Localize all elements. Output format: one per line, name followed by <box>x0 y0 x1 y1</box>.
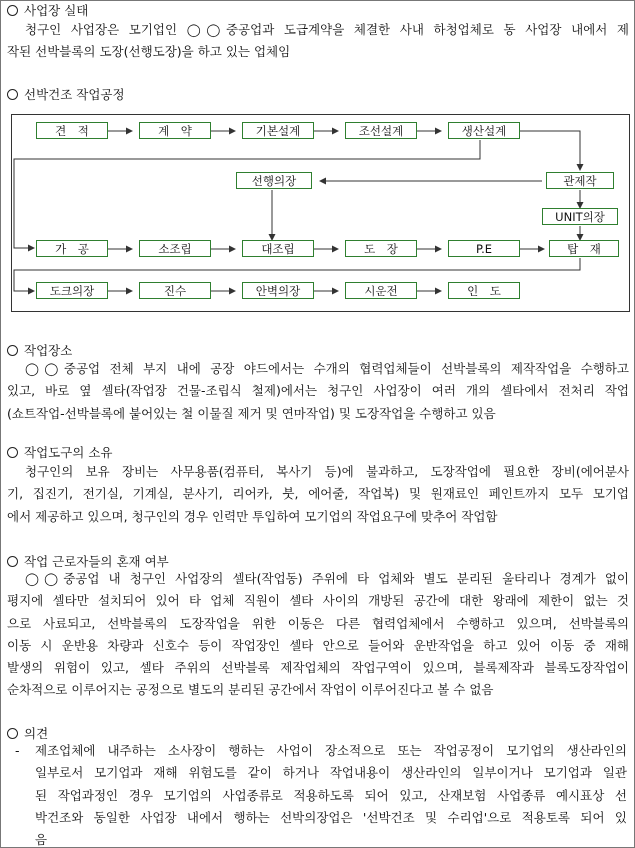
paragraph-line: 작된 선박블록의 도장(선행도장)을 하고 있는 업체임 <box>7 44 291 60</box>
process-node-sea-trial: 시운전 <box>345 282 417 299</box>
workplace-paragraph <box>7 358 629 425</box>
paragraph-line: 박건조와 동일한 사업장 내에서 행하는 선박의장업은 '선박건조 및 수리업'으로 적용토록 되어 있 <box>35 809 627 825</box>
paragraph-line: 순차적으로 이루어지는 공정으로 별도의 분리된 공간에서 작업이 이루어진다고 볼 수 없음 <box>7 682 494 698</box>
paragraph-line: 발생의 위험이 있고, 셀타 주위의 선박블록 제작업체의 작업구역이 있으며, 블록제작과 블록도장작업이 <box>7 660 629 676</box>
mixed-workers-paragraph <box>7 568 629 702</box>
paragraph-line: (쇼트작업-선박블록에 붙어있는 철 이물질 제거 및 연마작업) 및 도장작업을 수행하고 있음 <box>7 405 496 421</box>
process-node-ship-design: 조선설계 <box>345 122 417 139</box>
paragraph-line: 에서 제공하고 있으며, 청구인의 경우 인력만 투입하여 모기업의 작업요구에 맞추어 작업함 <box>7 508 498 524</box>
opinion-paragraph <box>11 740 627 848</box>
process-node-pre-outfitting: 선행의장 <box>236 172 312 189</box>
workplace-heading: 작업장소 <box>7 343 72 359</box>
process-heading: 선박건조 작업공정 <box>7 87 125 103</box>
paragraph-line: 일부로서 모기업과 재해 위험도를 같이 하거나 작업내용이 생산라인의 일부이거나 모기업과 일관 <box>35 765 627 781</box>
process-node-block-assembly: 대조립 <box>242 240 314 257</box>
process-node-processing: 가 공 <box>36 240 108 257</box>
circle-bullet-icon <box>7 556 18 567</box>
circle-bullet-icon <box>7 728 18 739</box>
process-node-quay-outfitting: 안벽의장 <box>242 282 314 299</box>
circle-bullet-icon <box>7 447 18 458</box>
process-node-erection: 탑 재 <box>549 240 619 257</box>
process-node-contract: 계 약 <box>139 122 211 139</box>
paragraph-line: ◯◯중공업 전체 부지 내에 공장 야드에서는 수개의 협력업체들이 선박블록의 제작작업을 수행하고 <box>25 361 629 376</box>
paragraph-line: 으로 사료되고, 선박블록의 도장작업을 위한 이동은 다른 협력업체에서 수행하고 있으며, 선박블록의 <box>7 615 629 631</box>
paragraph-line: 제조업체에 내주하는 소사장이 행하는 사업이 장소적으로 또는 작업공정이 모기업의 생산라인의 <box>35 743 627 758</box>
process-node-sub-assembly: 소조립 <box>139 240 211 257</box>
paragraph-line: 기, 집진기, 전기실, 기계실, 분사기, 리어카, 붓, 에어줄, 작업복) 및 원재료인 페인트까지 모두 모기업 <box>7 486 629 502</box>
circle-bullet-icon <box>7 89 18 100</box>
tools-heading: 작업도구의 소유 <box>7 445 113 461</box>
process-node-pe: P.E <box>448 240 520 257</box>
site-status-paragraph <box>7 19 629 64</box>
paragraph-line: 평지에 셀타만 설치되어 있어 타 업체 직원이 셀타 사이의 개방된 공간에 대한 왕래에 제한이 없는 것 <box>7 593 629 609</box>
tools-paragraph <box>7 461 629 528</box>
paragraph-line: 이동 시 운반용 차량과 신호수 등이 작업장인 셀타 안으로 들어와 운반작업을 하고 있어 이동 중 재해 <box>7 637 629 653</box>
process-node-dock-outfitting: 도크의장 <box>36 282 108 299</box>
paragraph-line: ◯◯중공업 내 청구인 사업장의 셀타(작업동) 주위에 타 업체와 별도 분리된 울타리나 경계가 없이 <box>25 571 629 586</box>
process-node-delivery: 인 도 <box>448 282 520 299</box>
circle-bullet-icon <box>7 345 18 356</box>
process-node-painting: 도 장 <box>345 240 417 257</box>
paragraph-line: 음 <box>35 832 48 848</box>
opinion-heading: 의견 <box>7 726 48 742</box>
process-node-launching: 진수 <box>139 282 211 299</box>
paragraph-line: 청구인의 보유 장비는 사무용품(컴퓨터, 복사기 등)에 불과하고, 도장작업에 필요한 장비(에어분사 <box>25 464 629 479</box>
opinion-text <box>35 740 627 848</box>
dash-bullet: - <box>15 743 20 758</box>
paragraph-line: 있고, 바로 옆 셀타(작업장 건물-조립식 철제)에서는 청구인 사업장이 여러 개의 셀타에서 전처리 작업 <box>7 383 629 399</box>
paragraph-line: 청구인 사업장은 모기업인 ◯◯중공업과 도급계약을 체결한 사내 하청업체로 동 사업장 내에서 제 <box>25 22 629 37</box>
site-status-heading: 사업장 실태 <box>7 3 88 19</box>
paragraph-line: 된 작업과정인 경우 모기업의 사업종류로 적용하도록 되어 있고, 산재보험 사업종류 예시표상 선 <box>35 787 627 803</box>
process-node-basic-design: 기본설계 <box>242 122 314 139</box>
process-node-pipe-fabrication: 관제작 <box>546 172 614 189</box>
mixed-workers-heading: 작업 근로자들의 혼재 여부 <box>7 554 169 570</box>
circle-bullet-icon <box>7 5 18 16</box>
process-node-production-design: 생산설계 <box>448 122 520 139</box>
process-node-estimate: 견 적 <box>36 122 108 139</box>
shipbuilding-process-diagram <box>11 114 630 312</box>
process-node-unit-outfitting: UNIT의장 <box>542 208 618 225</box>
